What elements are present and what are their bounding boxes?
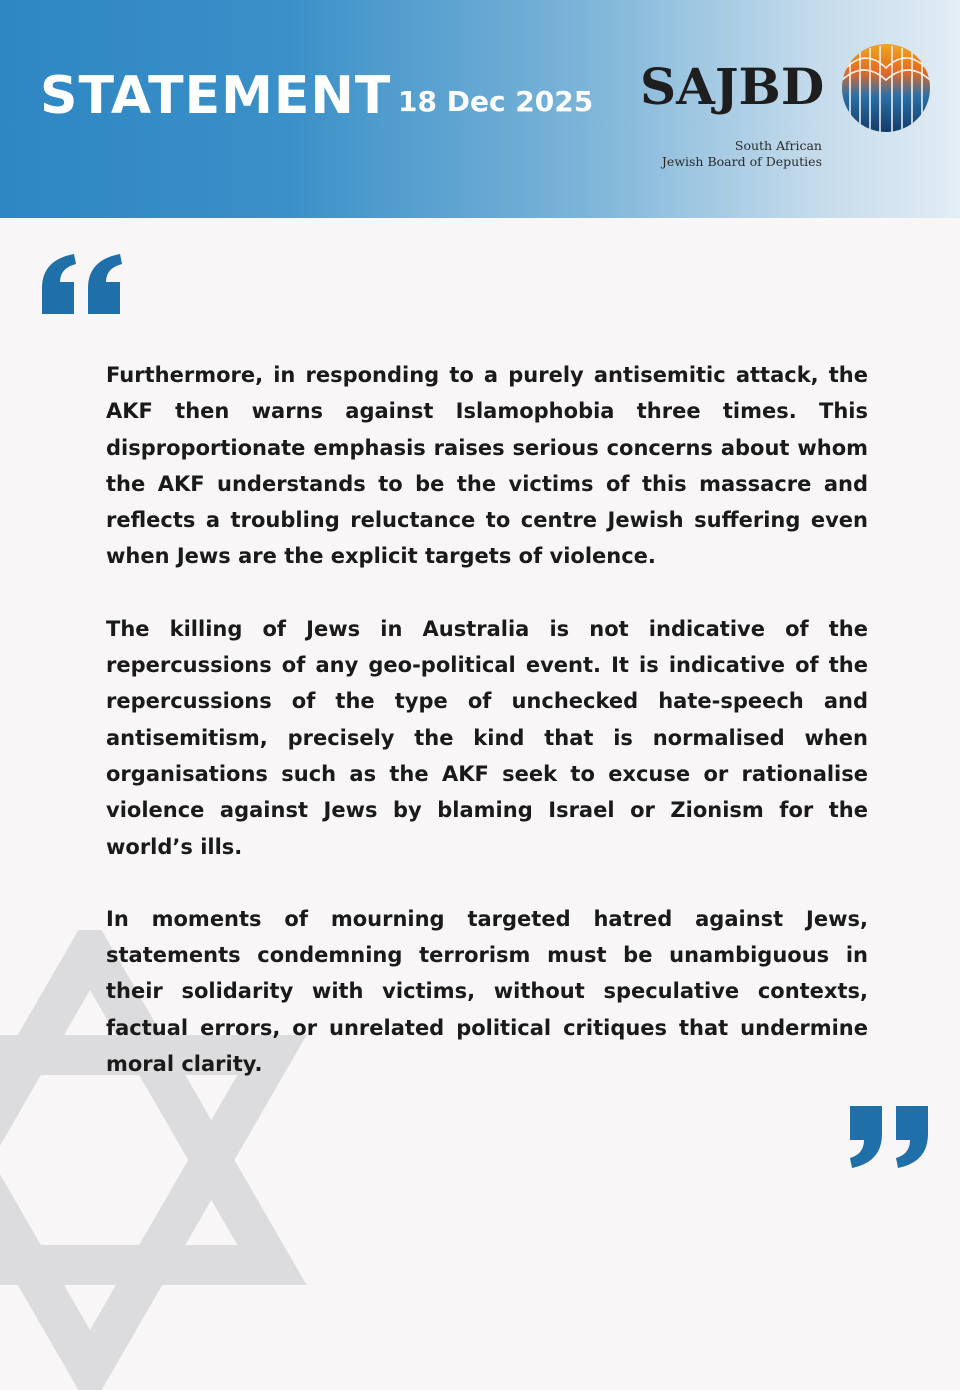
body-paragraph: In moments of mourning targeted hatred against Jews, statements condemning terrorism must be unambiguous in their solidarity with victims, without speculative contexts, factual errors, or unrelated political critiques that undermine moral clarity. bbox=[106, 906, 868, 1077]
body-paragraph: Furthermore, in responding to a purely antisemitic attack, the AKF then warns against Islamophobia three times. This disproportionate emphasis raises serious concerns about whom the AKF understands to be the victims of this massacre and reflects a troubling reluctance to centre Jewish suffering even when Jews are the explicit targets of violence. bbox=[106, 363, 868, 569]
close-quote-icon bbox=[846, 1100, 932, 1172]
org-logo-text: SAJBD bbox=[640, 57, 825, 116]
statement-body bbox=[106, 357, 868, 1118]
open-quote-icon bbox=[40, 250, 126, 322]
org-name-line1: South African bbox=[734, 138, 822, 153]
org-name-line2: Jewish Board of Deputies bbox=[661, 154, 822, 169]
statement-date: 18 Dec 2025 bbox=[398, 85, 594, 118]
org-full-name bbox=[662, 138, 822, 170]
header-banner bbox=[0, 0, 960, 218]
statement-title: STATEMENT bbox=[40, 66, 392, 126]
sajbd-emblem-icon bbox=[838, 38, 934, 134]
body-paragraph: The killing of Jews in Australia is not indicative of the repercussions of any geo-political event. It is indicative of the repercussions of the type of unchecked hate-speech and antisemitism, precisely the kind that is normalised when organisations such as the AKF seek to excuse or rationalise violence against Jews by blaming Israel or Zionism for the world’s ills. bbox=[106, 616, 868, 859]
